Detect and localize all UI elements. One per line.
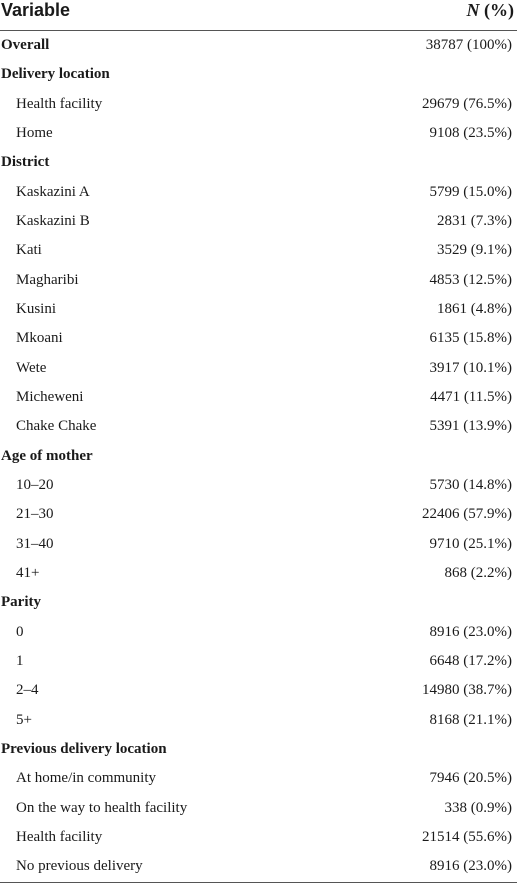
table-row <box>0 119 517 148</box>
row-label: At home/in community <box>0 770 156 787</box>
section-header-row <box>0 60 517 89</box>
row-label: 5+ <box>0 712 32 729</box>
table-row <box>0 383 517 412</box>
row-label: 2–4 <box>0 682 39 699</box>
section-header-row <box>0 148 517 177</box>
table-row <box>0 764 517 793</box>
table-row <box>0 295 517 324</box>
row-label: 0 <box>0 624 24 641</box>
row-value: 21514 (55.6%) <box>422 829 517 846</box>
table-row <box>0 823 517 852</box>
row-value: 2831 (7.3%) <box>437 213 517 230</box>
table-row <box>0 236 517 265</box>
table-row <box>0 90 517 119</box>
row-label: Health facility <box>0 829 102 846</box>
section-label: District <box>0 154 49 171</box>
row-value: 5799 (15.0%) <box>430 184 517 201</box>
row-label: 21–30 <box>0 506 54 523</box>
row-label: Magharibi <box>0 272 78 289</box>
table-row <box>0 207 517 236</box>
row-value: 6648 (17.2%) <box>430 653 517 670</box>
variable-column-header: Variable <box>0 0 70 20</box>
row-value: 4853 (12.5%) <box>430 272 517 289</box>
bottom-rule <box>0 882 517 883</box>
table-row <box>0 530 517 559</box>
table-row <box>0 324 517 353</box>
row-value: 3529 (9.1%) <box>437 242 517 259</box>
row-value: 3917 (10.1%) <box>430 360 517 377</box>
row-label: 31–40 <box>0 536 54 553</box>
row-value: 22406 (57.9%) <box>422 506 517 523</box>
row-value: 868 (2.2%) <box>445 565 517 582</box>
row-label: On the way to health facility <box>0 800 187 817</box>
table-row <box>0 676 517 705</box>
table-row <box>0 794 517 823</box>
row-value: 6135 (15.8%) <box>430 330 517 347</box>
table-row <box>0 559 517 588</box>
row-value: 9710 (25.1%) <box>430 536 517 553</box>
table-row <box>0 266 517 295</box>
row-value: 4471 (11.5%) <box>430 389 517 406</box>
row-label: Kaskazini B <box>0 213 90 230</box>
table-row <box>0 354 517 383</box>
row-value: 29679 (76.5%) <box>422 96 517 113</box>
section-header-row <box>0 735 517 764</box>
row-label: 1 <box>0 653 24 670</box>
table-row <box>0 706 517 735</box>
row-label: Wete <box>0 360 46 377</box>
section-label: Age of mother <box>0 448 93 465</box>
section-label: Delivery location <box>0 66 110 83</box>
n-symbol: N <box>467 0 480 20</box>
table-row <box>0 178 517 207</box>
section-label: Previous delivery location <box>0 741 167 758</box>
row-value: 338 (0.9%) <box>445 800 517 817</box>
row-label: Chake Chake <box>0 418 96 435</box>
row-value: 1861 (4.8%) <box>437 301 517 318</box>
row-label: 41+ <box>0 565 39 582</box>
row-label: Mkoani <box>0 330 63 347</box>
row-label: Kaskazini A <box>0 184 90 201</box>
row-label: Kati <box>0 242 42 259</box>
table-row <box>0 647 517 676</box>
row-value: 8916 (23.0%) <box>430 858 517 875</box>
row-value: 38787 (100%) <box>426 37 517 54</box>
table-row <box>0 471 517 500</box>
row-value: 9108 (23.5%) <box>430 125 517 142</box>
section-header-row <box>0 442 517 471</box>
n-percent-column-header <box>467 0 517 20</box>
row-value: 14980 (38.7%) <box>422 682 517 699</box>
row-value: 8916 (23.0%) <box>430 624 517 641</box>
row-label: 10–20 <box>0 477 54 494</box>
row-value: 7946 (20.5%) <box>430 770 517 787</box>
row-label: Health facility <box>0 96 102 113</box>
row-label: Micheweni <box>0 389 83 406</box>
table-row <box>0 618 517 647</box>
row-label: No previous delivery <box>0 858 143 875</box>
table-body <box>0 31 517 882</box>
row-label: Home <box>0 125 53 142</box>
percent-suffix: (%) <box>480 0 515 20</box>
table-row <box>0 852 517 881</box>
row-value: 5730 (14.8%) <box>430 477 517 494</box>
section-label: Overall <box>0 37 49 54</box>
section-header-row <box>0 31 517 60</box>
section-label: Parity <box>0 594 41 611</box>
table-header <box>0 0 517 31</box>
row-value: 5391 (13.9%) <box>430 418 517 435</box>
table-row <box>0 500 517 529</box>
table-row <box>0 412 517 441</box>
row-label: Kusini <box>0 301 56 318</box>
row-value: 8168 (21.1%) <box>430 712 517 729</box>
section-header-row <box>0 588 517 617</box>
